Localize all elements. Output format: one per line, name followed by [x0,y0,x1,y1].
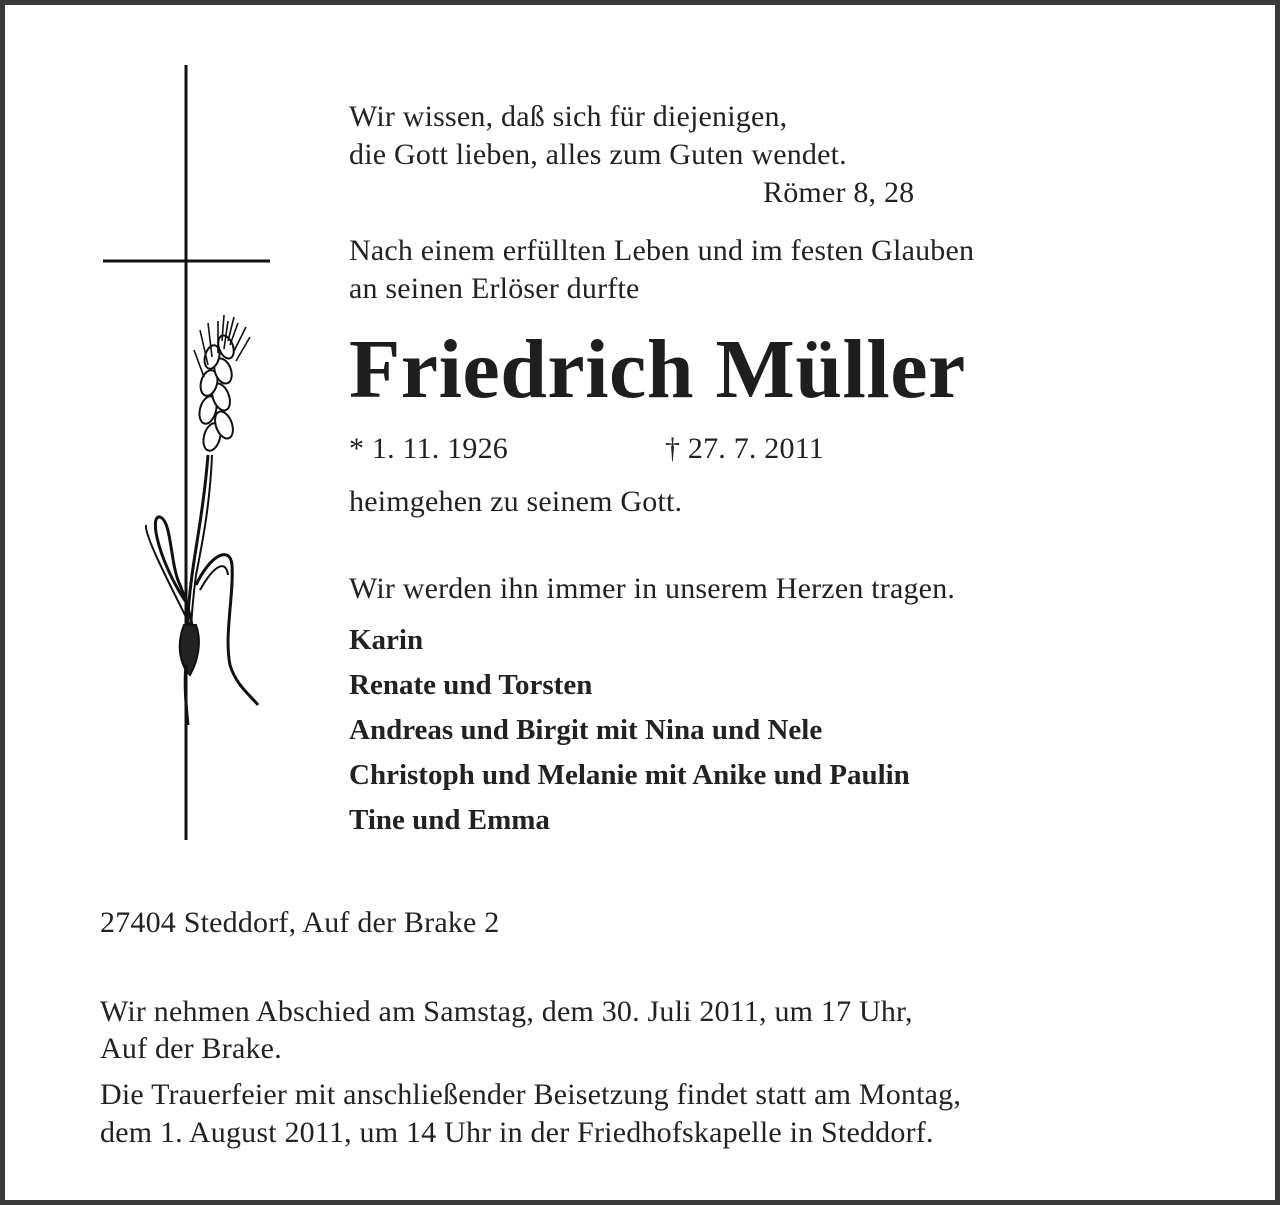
family-member: Andreas und Birgit mit Nina und Nele [349,714,823,746]
address: 27404 Steddorf, Auf der Brake 2 [100,906,500,939]
intro-line-1: Nach einem erfüllten Leben und im festen Glauben [349,234,975,267]
memory-line: Wir werden ihn immer in unserem Herzen tragen. [349,572,956,605]
farewell-line-2: Auf der Brake. [100,1032,282,1065]
birth-date: * 1. 11. 1926 [349,432,508,465]
deceased-name: Friedrich Müller [349,323,966,416]
cross-with-wheat-icon [100,65,280,845]
family-member: Tine und Emma [349,804,550,836]
closing-phrase: heimgehen zu seinem Gott. [349,485,683,518]
family-member: Karin [349,624,424,656]
verse-reference: Römer 8, 28 [763,176,915,209]
verse-line-1: Wir wissen, daß sich für diejenigen, [349,100,788,133]
death-date: † 27. 7. 2011 [665,432,824,465]
family-member: Christoph und Melanie mit Anike und Paulin [349,759,910,791]
funeral-line-1: Die Trauerfeier mit anschließender Beisetzung findet statt am Montag, [100,1078,962,1111]
verse-line-2: die Gott lieben, alles zum Guten wendet. [349,138,847,171]
funeral-line-2: dem 1. August 2011, um 14 Uhr in der Friedhofskapelle in Steddorf. [100,1116,934,1149]
family-member: Renate und Torsten [349,669,593,701]
farewell-line-1: Wir nehmen Abschied am Samstag, dem 30. Juli 2011, um 17 Uhr, [100,995,913,1028]
intro-line-2: an seinen Erlöser durfte [349,272,640,305]
